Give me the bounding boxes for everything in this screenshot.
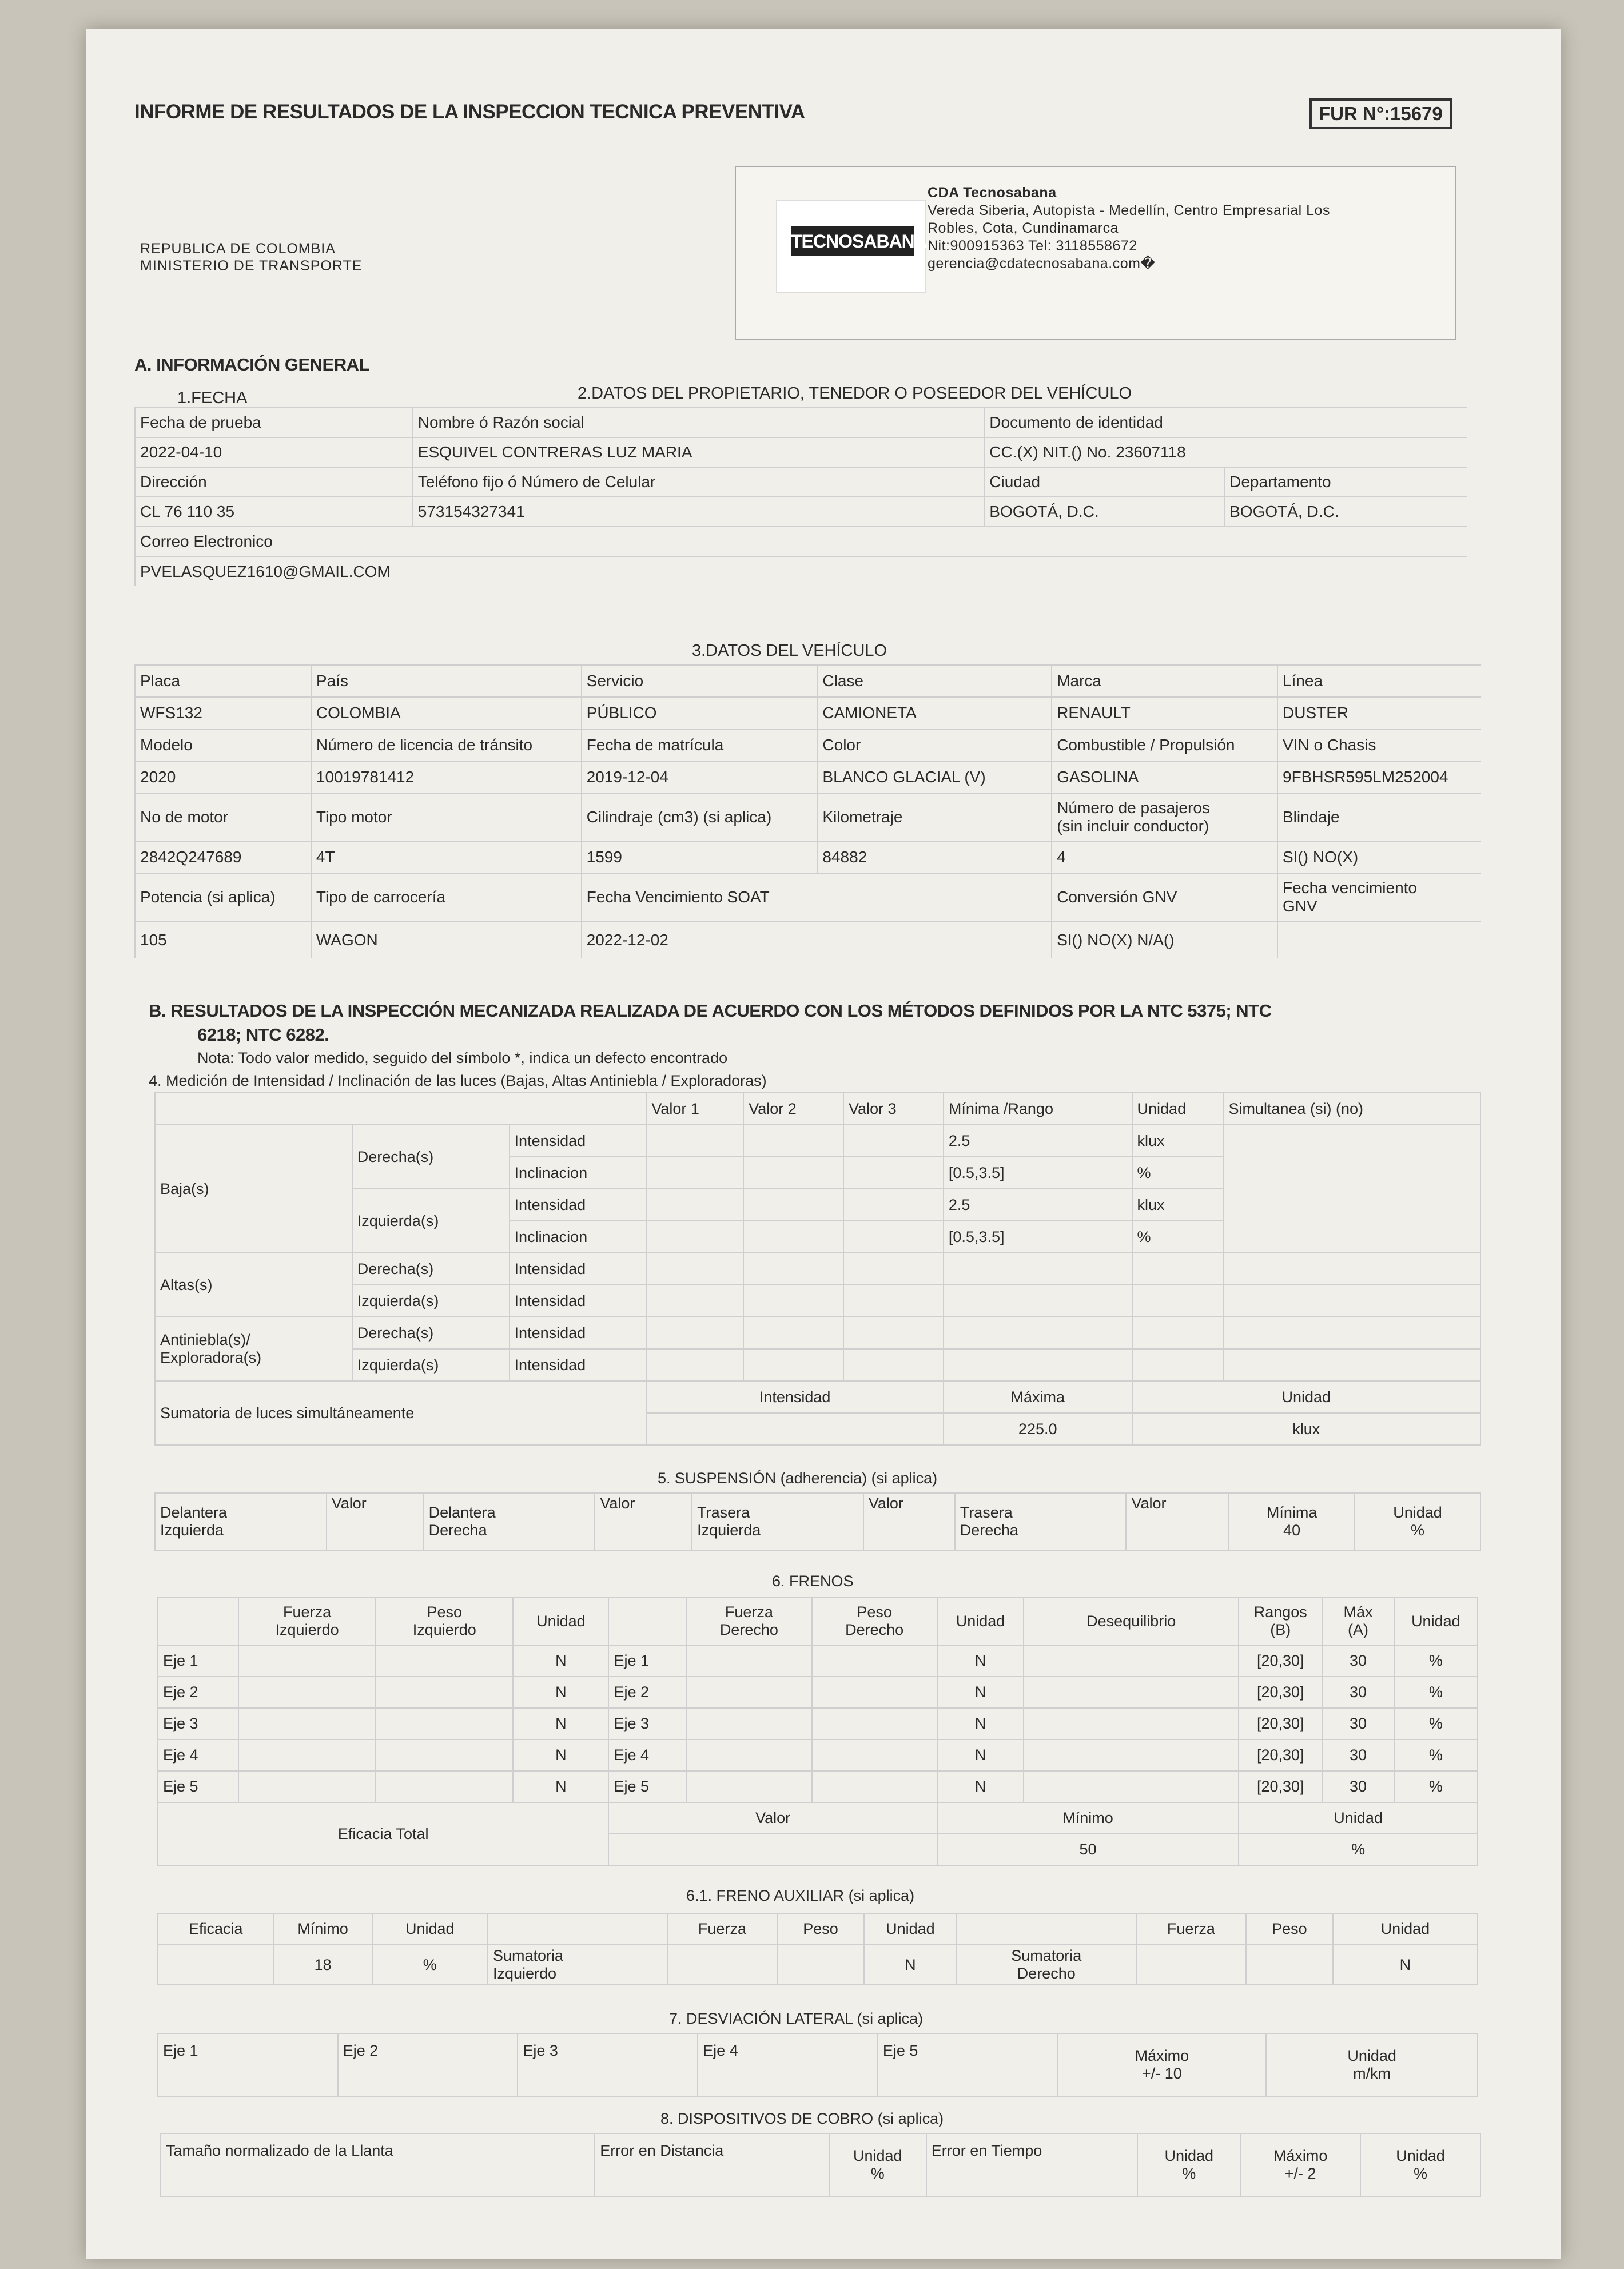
cda-address-2: Robles, Cota, Cundinamarca [928,220,1119,236]
ciudad-label: Ciudad [984,467,1224,497]
matricula-label: Fecha de matrícula [582,729,818,761]
cobro-u2: Unidad % [1137,2133,1240,2196]
aux-u: % [372,1945,488,1985]
cobro-dist: Error en Distancia [595,2133,829,2196]
suspension-table [154,1492,1481,1551]
cda-name: CDA Tecnosabana [928,185,1057,201]
altas-der-intensidad: Intensidad [510,1253,647,1285]
susp-td-valor: Valor [1126,1493,1229,1550]
eficacia-total-label: Eficacia Total [158,1802,608,1865]
vin-label: VIN o Chasis [1277,729,1481,761]
eficacia-u-label: Unidad [1239,1802,1478,1834]
anti-izq-intensidad: Intensidad [510,1349,647,1381]
combustible-value: GASOLINA [1052,761,1277,793]
aux-sum-der: Sumatoria Derecho [957,1945,1136,1985]
modelo-value: 2020 [135,761,311,793]
carroceria-label: Tipo de carrocería [311,873,582,921]
h-unidad-izq: Unidad [513,1597,608,1645]
h-valor1: Valor 1 [646,1093,743,1125]
h-max: Máx (A) [1322,1597,1394,1645]
linea-label: Línea [1277,665,1481,697]
desv-eje5: Eje 5 [878,2033,1058,2096]
clase-value: CAMIONETA [817,697,1052,729]
pais-label: País [311,665,582,697]
sumatoria-label: Sumatoria de luces simultáneamente [155,1381,646,1445]
anti-izquierda: Izquierda(s) [352,1349,510,1381]
baja-der-intensidad: Intensidad [510,1125,647,1157]
motor-label: No de motor [135,793,311,841]
altas-izq-intensidad: Intensidad [510,1285,647,1317]
sumatoria-u-label: Unidad [1132,1381,1480,1413]
antiniebla-label: Antiniebla(s)/ Exploradora(s) [155,1317,352,1381]
cobro-u3: Unidad % [1360,2133,1480,2196]
cobro-table [160,2133,1481,2197]
h-unidad: Unidad [1132,1093,1224,1125]
licencia-label: Número de licencia de tránsito [311,729,582,761]
combustible-label: Combustible / Propulsión [1052,729,1277,761]
km-label: Kilometraje [817,793,1052,841]
h-peso-izq: Peso Izquierdo [376,1597,513,1645]
cda-nit: Nit:900915363 Tel: 3118558672 [928,238,1137,254]
cobro-max: Máximo +/- 2 [1240,2133,1360,2196]
general-info-table [134,407,1467,586]
section-b-title-2: 6218; NTC 6282. [197,1025,329,1045]
fecha-title: 1.FECHA [177,389,248,407]
nombre-label: Nombre ó Razón social [413,408,985,437]
aux-u-izq: Unidad [864,1913,957,1945]
aux-fuerza-der: Fuerza [1136,1913,1246,1945]
baja-derecha: Derecha(s) [352,1125,510,1189]
km-value: 84882 [817,841,1052,873]
baja-label: Baja(s) [155,1125,352,1253]
susp-dd: Delantera Derecha [424,1493,595,1550]
freno-row: Eje 3 N Eje 3 N [20,30] 30 % [158,1708,1478,1739]
aux-min-label: Mínimo [273,1913,372,1945]
suspension-title: 5. SUSPENSIÓN (adherencia) (si aplica) [658,1470,938,1487]
desv-eje2: Eje 2 [338,2033,518,2096]
issuer-block [140,240,362,274]
sumatoria-u: klux [1132,1413,1480,1445]
cobro-title: 8. DISPOSITIVOS DE COBRO (si aplica) [660,2110,944,2127]
tipomotor-value: 4T [311,841,582,873]
dir-label: Dirección [135,467,413,497]
modelo-label: Modelo [135,729,311,761]
h-unidad: Unidad [1394,1597,1478,1645]
carroceria-value: WAGON [311,921,582,958]
desv-eje3: Eje 3 [518,2033,698,2096]
altas-derecha: Derecha(s) [352,1253,510,1285]
h-simultanea: Simultanea (si) (no) [1223,1093,1480,1125]
color-label: Color [817,729,1052,761]
baja-der-inclinacion: Inclinacion [510,1157,647,1189]
anti-derecha: Derecha(s) [352,1317,510,1349]
cda-info-box [735,166,1456,340]
cda-logo: TECNOSABANA [776,200,926,293]
aux-u-label: Unidad [372,1913,488,1945]
aux-peso-der: Peso [1246,1913,1333,1945]
nombre-value: ESQUIVEL CONTRERAS LUZ MARIA [413,437,985,467]
vehiculo-title: 3.DATOS DEL VEHÍCULO [692,642,887,660]
depto-label: Departamento [1224,467,1467,497]
aux-u-der: Unidad [1333,1913,1478,1945]
cilindraje-label: Cilindraje (cm3) (si aplica) [582,793,818,841]
gnv-value: SI() NO(X) N/A() [1052,921,1277,958]
blindaje-label: Blindaje [1277,793,1481,841]
eficacia-min-label: Mínimo [937,1802,1239,1834]
licencia-value: 10019781412 [311,761,582,793]
baja-der-int-min: 2.5 [944,1125,1132,1157]
susp-unidad: Unidad % [1355,1493,1480,1550]
report-title: INFORME DE RESULTADOS DE LA INSPECCION TECNICA PREVENTIVA [134,101,805,123]
cda-email: gerencia@cdatecnosabana.com� [928,256,1156,272]
potencia-value: 105 [135,921,311,958]
section-b-title-1: B. RESULTADOS DE LA INSPECCIÓN MECANIZADA REALIZADA DE ACUERDO CON LOS MÉTODOS DEFINIDOS POR LA NTC 5375; NTC [149,1001,1272,1021]
marca-label: Marca [1052,665,1277,697]
soat-value: 2022-12-02 [582,921,1052,958]
cobro-llanta: Tamaño normalizado de la Llanta [161,2133,595,2196]
linea-value: DUSTER [1277,697,1481,729]
eficacia-min: 50 [937,1834,1239,1865]
pasajeros-value: 4 [1052,841,1277,873]
cilindraje-value: 1599 [582,841,818,873]
doc-label: Documento de identidad [984,408,1467,437]
servicio-value: PÚBLICO [582,697,818,729]
matricula-value: 2019-12-04 [582,761,818,793]
cda-address-1: Vereda Siberia, Autopista - Medellín, Centro Empresarial Los [928,202,1330,218]
fecha-value: 2022-04-10 [135,437,413,467]
cda-contact [928,184,1330,273]
desv-max: Máximo +/- 10 [1058,2033,1267,2096]
vin-value: 9FBHSR595LM252004 [1277,761,1481,793]
h-unidad-der: Unidad [937,1597,1024,1645]
vehicle-table [134,664,1481,958]
fecha-label: Fecha de prueba [135,408,413,437]
baja-der-inc-u: % [1132,1157,1224,1189]
placa-label: Placa [135,665,311,697]
h-desequilibrio: Desequilibrio [1024,1597,1239,1645]
sumatoria-intensidad: Intensidad [646,1381,944,1413]
susp-dd-valor: Valor [595,1493,692,1550]
h-minima: Mínima /Rango [944,1093,1132,1125]
susp-min: Mínima 40 [1229,1493,1355,1550]
servicio-label: Servicio [582,665,818,697]
section-b-note: Nota: Todo valor medido, seguido del símbolo *, indica un defecto encontrado [197,1049,728,1066]
susp-di-valor: Valor [327,1493,424,1550]
desviacion-table [157,2033,1478,2097]
freno-row: Eje 1 N Eje 1 N [20,30] 30 % [158,1645,1478,1677]
marca-value: RENAULT [1052,697,1277,729]
motor-value: 2842Q247689 [135,841,311,873]
propietario-title: 2.DATOS DEL PROPIETARIO, TENEDOR O POSEEDOR DEL VEHÍCULO [578,384,1132,403]
auxiliar-table [157,1913,1478,1985]
cobro-u1: Unidad % [829,2133,926,2196]
blindaje-value: SI() NO(X) [1277,841,1481,873]
altas-label: Altas(s) [155,1253,352,1317]
baja-der-int-u: klux [1132,1125,1224,1157]
freno-row: Eje 5 N Eje 5 N [20,30] 30 % [158,1771,1478,1802]
auxiliar-title: 6.1. FRENO AUXILIAR (si aplica) [686,1887,915,1904]
desviacion-title: 7. DESVIACIÓN LATERAL (si aplica) [669,2010,924,2027]
altas-izquierda: Izquierda(s) [352,1285,510,1317]
tipomotor-label: Tipo motor [311,793,582,841]
section-a-title: A. INFORMACIÓN GENERAL [134,355,369,375]
sumatoria-max-label: Máxima [944,1381,1132,1413]
baja-izq-inc-u: % [1132,1221,1224,1253]
h-valor3: Valor 3 [843,1093,944,1125]
pais-value: COLOMBIA [311,697,582,729]
cobro-tiempo: Error en Tiempo [926,2133,1138,2196]
h-fuerza-der: Fuerza Derecho [686,1597,811,1645]
baja-izq-inclinacion: Inclinacion [510,1221,647,1253]
tel-value: 573154327341 [413,497,985,527]
baja-der-inc-min: [0.5,3.5] [944,1157,1132,1189]
luces-title: 4. Medición de Intensidad / Inclinación de las luces (Bajas, Altas Antiniebla / Exploradoras) [149,1072,767,1089]
correo-label: Correo Electronico [135,527,1467,556]
dir-value: CL 76 110 35 [135,497,413,527]
baja-izquierda: Izquierda(s) [352,1189,510,1253]
ciudad-value: BOGOTÁ, D.C. [984,497,1224,527]
baja-izq-intensidad: Intensidad [510,1189,647,1221]
fur-number: FUR N°:15679 [1309,98,1452,129]
gnv-fecha-value [1277,921,1481,958]
aux-min: 18 [273,1945,372,1985]
pasajeros-label: Número de pasajeros (sin incluir conductor) [1052,793,1277,841]
anti-der-intensidad: Intensidad [510,1317,647,1349]
doc-value: CC.(X) NIT.() No. 23607118 [984,437,1467,467]
desv-eje4: Eje 4 [698,2033,878,2096]
gnv-fecha-label: Fecha vencimiento GNV [1277,873,1481,921]
desv-eje1: Eje 1 [158,2033,338,2096]
ministry-label: MINISTERIO DE TRANSPORTE [140,258,363,274]
aux-fuerza-izq: Fuerza [667,1913,777,1945]
frenos-table [157,1597,1478,1866]
potencia-label: Potencia (si aplica) [135,873,311,921]
color-value: BLANCO GLACIAL (V) [817,761,1052,793]
susp-ti: Trasera Izquierda [692,1493,863,1550]
h-valor2: Valor 2 [743,1093,843,1125]
gnv-label: Conversión GNV [1052,873,1277,921]
aux-sum-izq: Sumatoria Izquierdo [488,1945,667,1985]
aux-eficacia: Eficacia [158,1913,273,1945]
placa-value: WFS132 [135,697,311,729]
susp-td: Trasera Derecha [955,1493,1127,1550]
soat-label: Fecha Vencimiento SOAT [582,873,1052,921]
frenos-title: 6. FRENOS [772,1573,854,1590]
baja-izq-int-min: 2.5 [944,1189,1132,1221]
republic-label: REPUBLICA DE COLOMBIA [140,241,336,257]
freno-row: Eje 2 N Eje 2 N [20,30] 30 % [158,1677,1478,1708]
h-rangos: Rangos (B) [1239,1597,1322,1645]
correo-value: PVELASQUEZ1610@GMAIL.COM [135,556,1467,586]
aux-n-der: N [1333,1945,1478,1985]
susp-ti-valor: Valor [863,1493,955,1550]
h-peso-der: Peso Derecho [812,1597,937,1645]
baja-izq-int-u: klux [1132,1189,1224,1221]
freno-row: Eje 4 N Eje 4 N [20,30] 30 % [158,1739,1478,1771]
aux-peso-izq: Peso [777,1913,864,1945]
eficacia-u: % [1239,1834,1478,1865]
baja-izq-inc-min: [0.5,3.5] [944,1221,1132,1253]
susp-di: Delantera Izquierda [155,1493,327,1550]
sumatoria-max: 225.0 [944,1413,1132,1445]
desv-unidad: Unidad m/km [1266,2033,1478,2096]
document-page [86,29,1561,2259]
clase-label: Clase [817,665,1052,697]
aux-n-izq: N [864,1945,957,1985]
depto-value: BOGOTÁ, D.C. [1224,497,1467,527]
luces-table [154,1092,1481,1446]
eficacia-valor-label: Valor [608,1802,937,1834]
h-fuerza-izq: Fuerza Izquierdo [238,1597,376,1645]
tel-label: Teléfono fijo ó Número de Celular [413,467,985,497]
